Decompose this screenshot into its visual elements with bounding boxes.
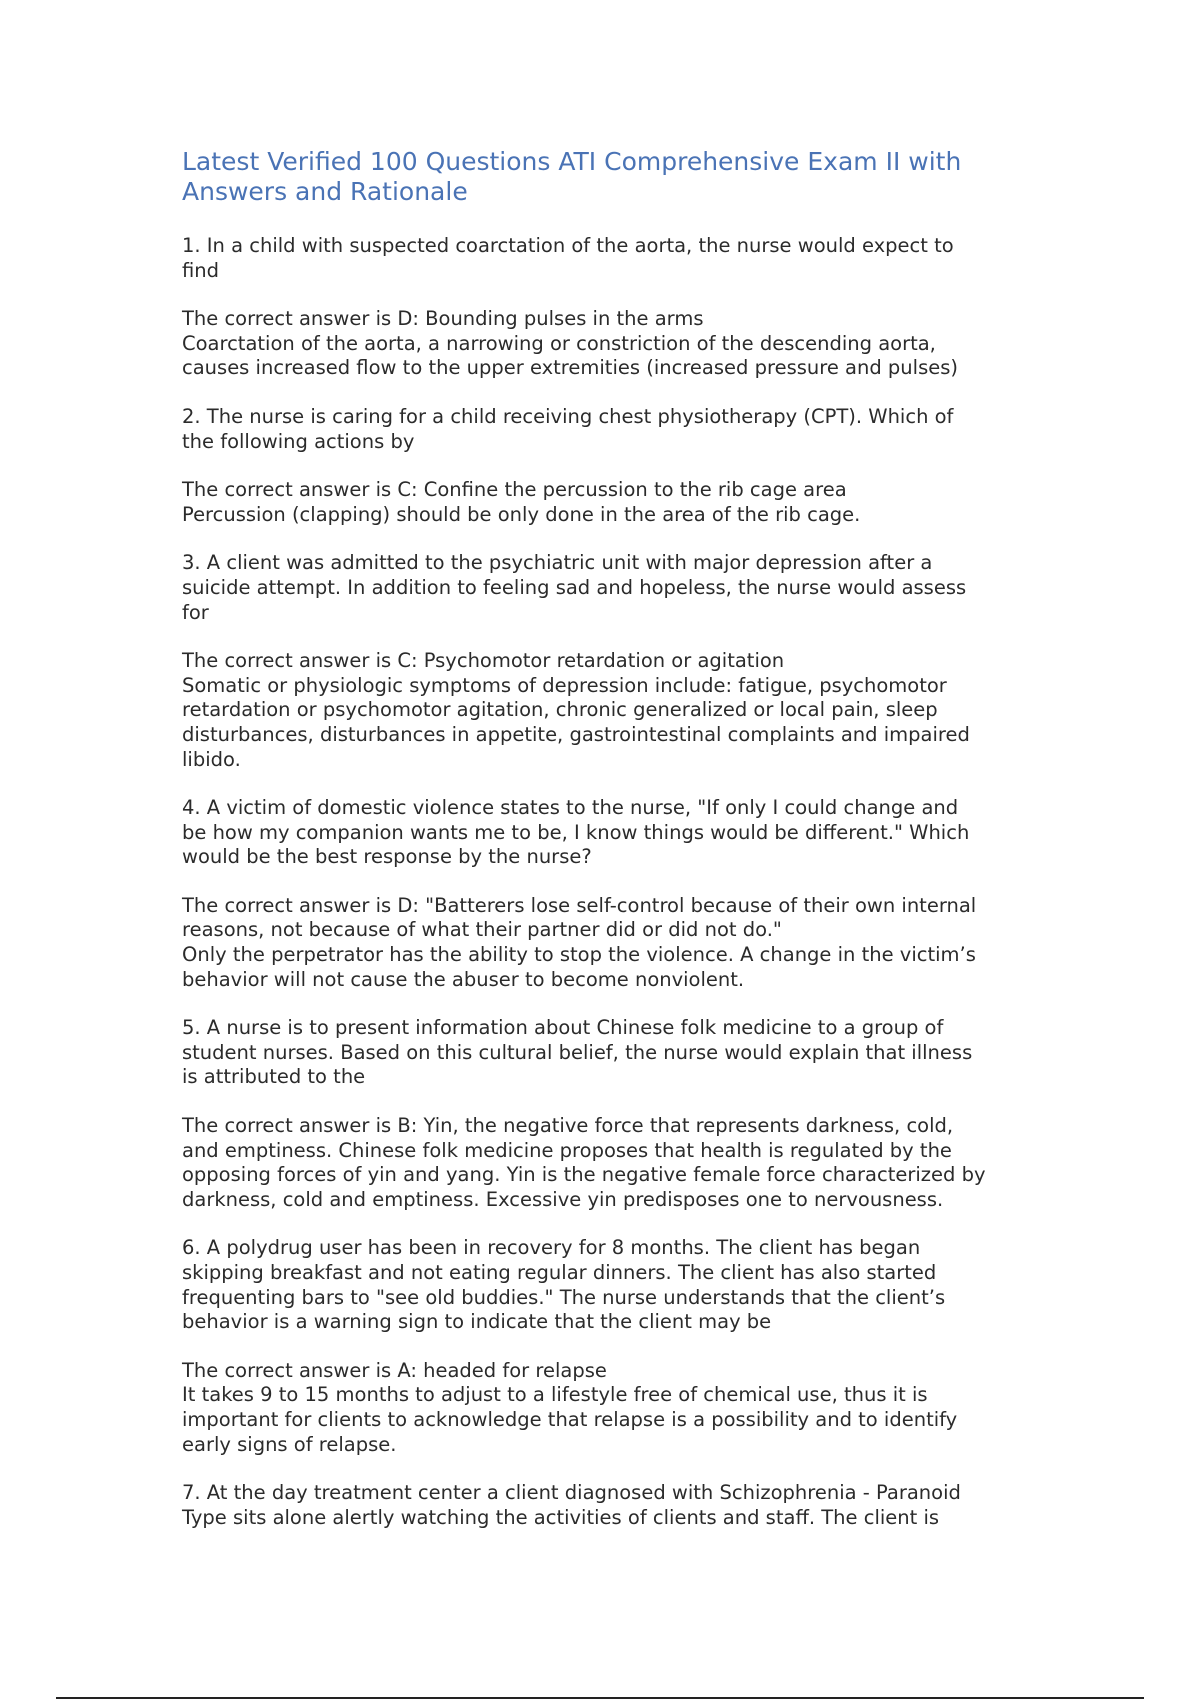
page-bottom-rule [56, 1697, 1144, 1699]
text-line: for [182, 600, 209, 624]
qa-content [182, 234, 1042, 1530]
question-paragraph [182, 1236, 1042, 1334]
text-line: 4. A victim of domestic violence states to the nurse, "If only I could change and [182, 796, 959, 820]
text-line: behavior will not cause the abuser to become nonviolent. [182, 967, 745, 991]
text-line: 7. At the day treatment center a client diagnosed with Schizophrenia - Paranoid [182, 1481, 961, 1505]
text-line: The correct answer is B: Yin, the negative force that represents darkness, cold, [182, 1114, 954, 1138]
text-line: 2. The nurse is caring for a child receiving chest physiotherapy (CPT). Which of [182, 404, 954, 428]
text-line: Coarctation of the aorta, a narrowing or constriction of the descending aorta, [182, 331, 936, 355]
text-line: be how my companion wants me to be, I know things would be different." Which [182, 820, 970, 844]
text-line: suicide attempt. In addition to feeling sad and hopeless, the nurse would assess [182, 575, 967, 599]
text-line: The correct answer is A: headed for relapse [182, 1358, 607, 1382]
text-line: The correct answer is C: Confine the percussion to the rib cage area [182, 478, 847, 502]
text-line: retardation or psychomotor agitation, chronic generalized or local pain, sleep [182, 698, 938, 722]
question-paragraph [182, 796, 1042, 870]
answer-paragraph [182, 307, 1042, 381]
question-paragraph [182, 405, 1042, 454]
text-line: behavior is a warning sign to indicate that the client may be [182, 1310, 772, 1334]
text-line: 3. A client was admitted to the psychiatric unit with major depression after a [182, 551, 933, 575]
text-line: Somatic or physiologic symptoms of depression include: fatigue, psychomotor [182, 673, 947, 697]
text-line: Percussion (clapping) should be only done in the area of the rib cage. [182, 502, 861, 526]
document-page [182, 147, 1042, 1554]
text-line: the following actions by [182, 429, 415, 453]
document-title [182, 147, 1042, 207]
text-line: darkness, cold and emptiness. Excessive yin predisposes one to nervousness. [182, 1187, 944, 1211]
text-line: reasons, not because of what their partner did or did not do." [182, 918, 782, 942]
text-line: It takes 9 to 15 months to adjust to a lifestyle free of chemical use, thus it is [182, 1383, 928, 1407]
question-paragraph [182, 1016, 1042, 1090]
text-line: find [182, 258, 220, 282]
text-line: The correct answer is D: Bounding pulses in the arms [182, 307, 704, 331]
text-line: Type sits alone alertly watching the activities of clients and staff. The client is [182, 1505, 940, 1529]
answer-paragraph [182, 478, 1042, 527]
text-line: disturbances, disturbances in appetite, gastrointestinal complaints and impaired [182, 722, 970, 746]
text-line: 1. In a child with suspected coarctation of the aorta, the nurse would expect to [182, 234, 954, 257]
question-paragraph [182, 1481, 1042, 1530]
text-line: is attributed to the [182, 1065, 366, 1089]
text-line: 5. A nurse is to present information about Chinese folk medicine to a group of [182, 1016, 944, 1040]
text-line: important for clients to acknowledge that relapse is a possibility and to identify [182, 1407, 958, 1431]
text-line: student nurses. Based on this cultural belief, the nurse would explain that illness [182, 1040, 973, 1064]
text-line: opposing forces of yin and yang. Yin is the negative female force characterized by [182, 1163, 986, 1187]
text-line: libido. [182, 747, 241, 771]
question-paragraph [182, 551, 1042, 625]
text-line: frequenting bars to "see old buddies." The nurse understands that the client’s [182, 1285, 946, 1309]
text-line: Only the perpetrator has the ability to stop the violence. A change in the victim’s [182, 943, 976, 967]
text-line: 6. A polydrug user has been in recovery for 8 months. The client has began [182, 1236, 921, 1260]
text-line: would be the best response by the nurse? [182, 845, 592, 869]
text-line: The correct answer is C: Psychomotor retardation or agitation [182, 649, 785, 673]
answer-paragraph [182, 894, 1042, 992]
question-paragraph [182, 234, 1042, 283]
title-line: Answers and Rationale [182, 177, 468, 206]
answer-paragraph [182, 1359, 1042, 1457]
text-line: causes increased flow to the upper extremities (increased pressure and pulses) [182, 356, 958, 380]
text-line: and emptiness. Chinese folk medicine proposes that health is regulated by the [182, 1138, 952, 1162]
text-line: early signs of relapse. [182, 1432, 397, 1456]
text-line: The correct answer is D: "Batterers lose self-control because of their own internal [182, 893, 977, 917]
text-line: skipping breakfast and not eating regular dinners. The client has also started [182, 1261, 937, 1284]
answer-paragraph [182, 1114, 1042, 1212]
title-line: Latest Verified 100 Questions ATI Comprehensive Exam II with [182, 147, 962, 176]
answer-paragraph [182, 649, 1042, 772]
